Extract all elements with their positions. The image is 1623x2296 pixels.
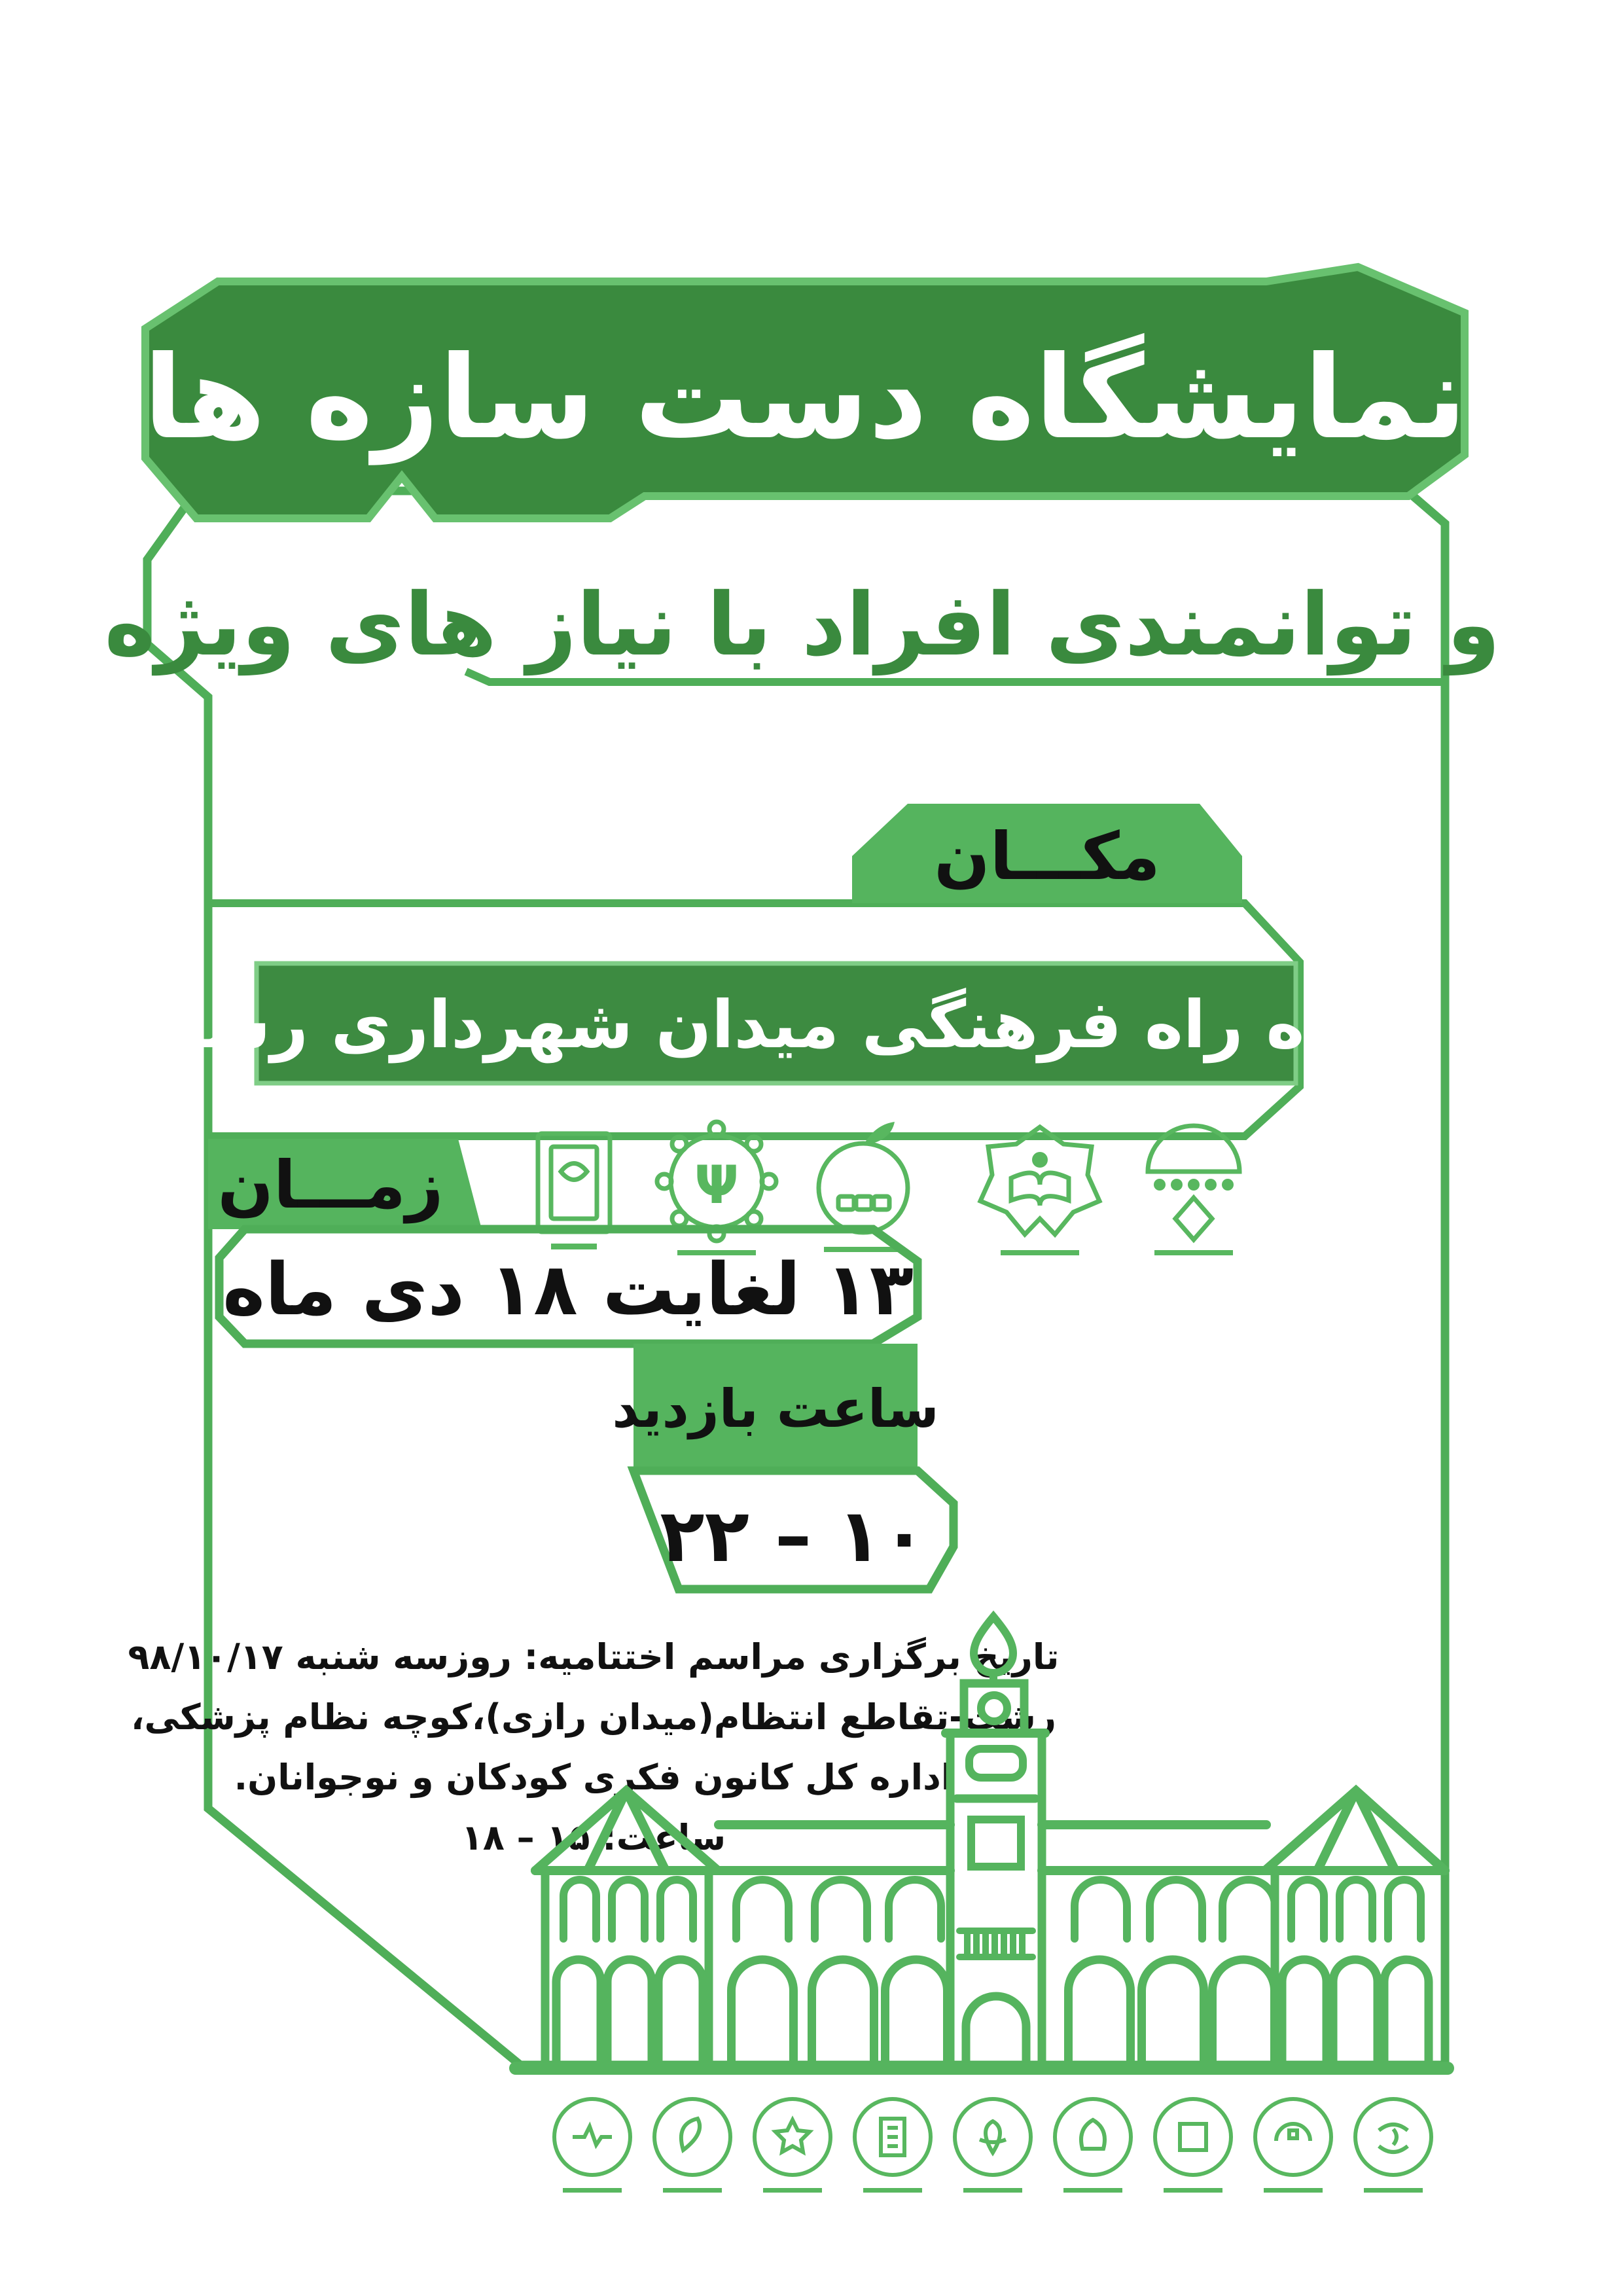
logo-caption-line (1364, 2188, 1423, 2193)
poster-subtitle: و توانمندی افراد با نیاز های ویژه (104, 575, 1501, 675)
logo-caption-line (1063, 2188, 1122, 2193)
location-value: پیاده راه فرهنگی میدان شهرداری رشت (137, 986, 1414, 1063)
closing-line-3: اداره کل کانون فکری کودکان و نوجوانان. (234, 1757, 954, 1798)
poster-title: نمایشگاه دست سازه ها (143, 332, 1467, 465)
logo-caption-line (563, 2188, 622, 2193)
psi-icon: Ψ (694, 1155, 739, 1215)
logo-caption-line (663, 2188, 722, 2193)
logo-caption-line (963, 2188, 1022, 2193)
closing-line-1: تاریخ برگزاری مراسم اختتامیه: روزسه شنبه ۹۸/۱۰/۱۷ (128, 1636, 1060, 1677)
visit-hours-label: ساعت بازدید (612, 1378, 939, 1439)
closing-line-2: رشت-تقاطع انتظام(میدان رازی)،کوچه نظام پزشکی، (131, 1696, 1056, 1738)
date-range: ۱۳ لغایت ۱۸ دی ماه (223, 1247, 914, 1331)
logo-caption-line (1264, 2188, 1323, 2193)
location-label: مکـــان (934, 818, 1160, 895)
closing-line-4: ساعت: ۱۵ – ۱۸ (461, 1817, 726, 1858)
logo-caption-line (763, 2188, 822, 2193)
tower-hatch-band (959, 1931, 1033, 1957)
logo-caption-line (863, 2188, 922, 2193)
time-label: زمـــان (217, 1147, 444, 1223)
logo-caption-line (1164, 2188, 1222, 2193)
visit-hours-value: ۱۰ – ۲۲ (660, 1494, 927, 1579)
